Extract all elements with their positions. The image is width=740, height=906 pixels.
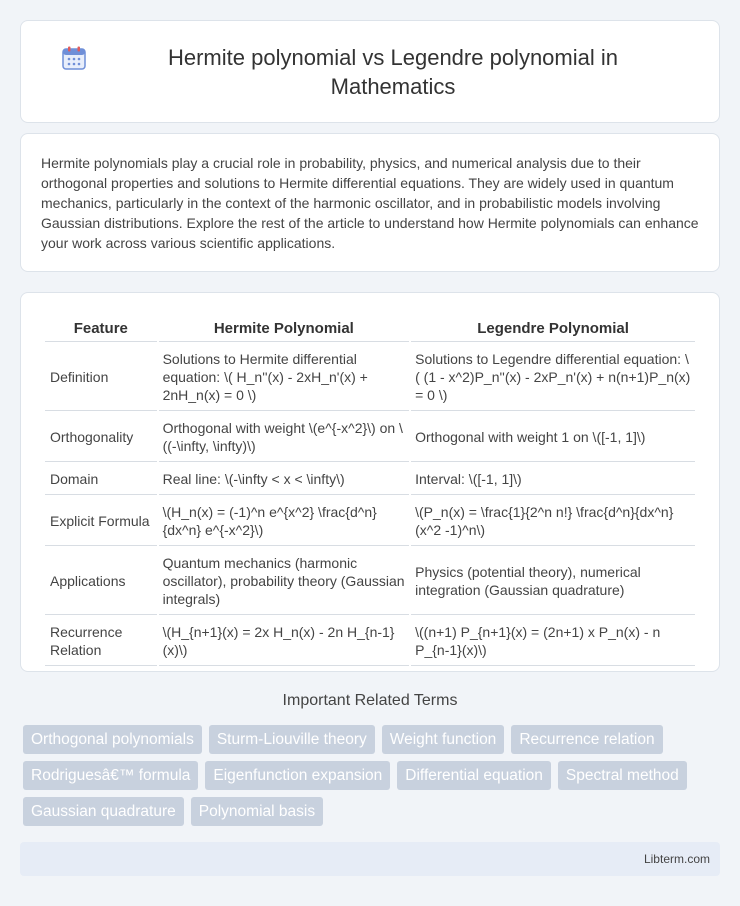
feature-cell: Applications	[45, 548, 157, 615]
tag-recurrence-relation[interactable]: Recurrence relation	[511, 725, 662, 754]
legendre-cell: \((n+1) P_{n+1}(x) = (2n+1) x P_n(x) - n P_{n-1}(x)\)	[411, 617, 695, 666]
legendre-cell: Orthogonal with weight 1 on \([-1, 1]\)	[411, 413, 695, 462]
tag-spectral-method[interactable]: Spectral method	[558, 761, 687, 790]
comparison-table	[43, 311, 697, 668]
hermite-cell: Orthogonal with weight \(e^{-x^2}\) on \((-\infty, \infty)\)	[159, 413, 410, 462]
tag-orthogonal-polynomials[interactable]: Orthogonal polynomials	[23, 725, 202, 754]
footer-site-link[interactable]: Libterm.com	[643, 852, 710, 866]
tag-rodrigues-formula[interactable]: Rodriguesâ€™ formula	[23, 761, 198, 790]
feature-cell: Recurrence Relation	[45, 617, 157, 666]
legendre-cell: Solutions to Legendre differential equation: \( (1 - x^2)P_n''(x) - 2xP_n'(x) + n(n+1)P_n(x) = 0 \)	[411, 344, 695, 411]
intro-paragraph: Hermite polynomials play a crucial role in probability, physics, and numerical analysis due to their orthogonal properties and solutions to Hermite differential equations. They are widely used in quantum mechanics, particularly in the context of the harmonic oscillator, and in probabilistic models involving Gaussian distributions. Explore the rest of the article to understand how Hermite polynomials can enhance your work across various scientific applications.	[41, 155, 699, 251]
table-row	[45, 617, 695, 666]
related-terms-list	[23, 725, 723, 826]
feature-cell: Definition	[45, 344, 157, 411]
footer	[20, 842, 720, 876]
calendar-icon	[61, 45, 87, 71]
page-title: Hermite polynomial vs Legendre polynomial in Mathematics	[167, 44, 618, 99]
column-header: Legendre Polynomial	[411, 313, 695, 342]
tag-polynomial-basis[interactable]: Polynomial basis	[191, 797, 323, 826]
tag-gaussian-quadrature[interactable]: Gaussian quadrature	[23, 797, 184, 826]
tag-weight-function[interactable]: Weight function	[382, 725, 505, 754]
intro-card	[20, 133, 720, 272]
hermite-cell: Real line: \(-\infty < x < \infty\)	[159, 464, 410, 495]
comparison-table-card	[20, 292, 720, 672]
table-header-row	[45, 313, 695, 342]
feature-cell: Explicit Formula	[45, 497, 157, 546]
table-row	[45, 497, 695, 546]
table-row	[45, 413, 695, 462]
hermite-cell: Quantum mechanics (harmonic oscillator), probability theory (Gaussian integrals)	[159, 548, 410, 615]
hermite-cell: \(H_{n+1}(x) = 2x H_n(x) - 2n H_{n-1}(x)\)	[159, 617, 410, 666]
table-row	[45, 344, 695, 411]
hermite-cell: Solutions to Hermite differential equation: \( H_n''(x) - 2xH_n'(x) + 2nH_n(x) = 0 \)	[159, 344, 410, 411]
legendre-cell: Interval: \([-1, 1]\)	[411, 464, 695, 495]
tag-sturm-liouville-theory[interactable]: Sturm-Liouville theory	[209, 725, 375, 754]
table-row	[45, 548, 695, 615]
hermite-cell: \(H_n(x) = (-1)^n e^{x^2} \frac{d^n}{dx^n} e^{-x^2}\)	[159, 497, 410, 546]
table-row	[45, 464, 695, 495]
column-header: Hermite Polynomial	[159, 313, 410, 342]
legendre-cell: Physics (potential theory), numerical integration (Gaussian quadrature)	[411, 548, 695, 615]
legendre-cell: \(P_n(x) = \frac{1}{2^n n!} \frac{d^n}{dx^n}(x^2 -1)^n\)	[411, 497, 695, 546]
feature-cell: Orthogonality	[45, 413, 157, 462]
tag-eigenfunction-expansion[interactable]: Eigenfunction expansion	[205, 761, 390, 790]
feature-cell: Domain	[45, 464, 157, 495]
tag-differential-equation[interactable]: Differential equation	[397, 761, 551, 790]
related-terms-heading: Important Related Terms	[282, 692, 458, 709]
header-card	[20, 20, 720, 123]
column-header: Feature	[45, 313, 157, 342]
